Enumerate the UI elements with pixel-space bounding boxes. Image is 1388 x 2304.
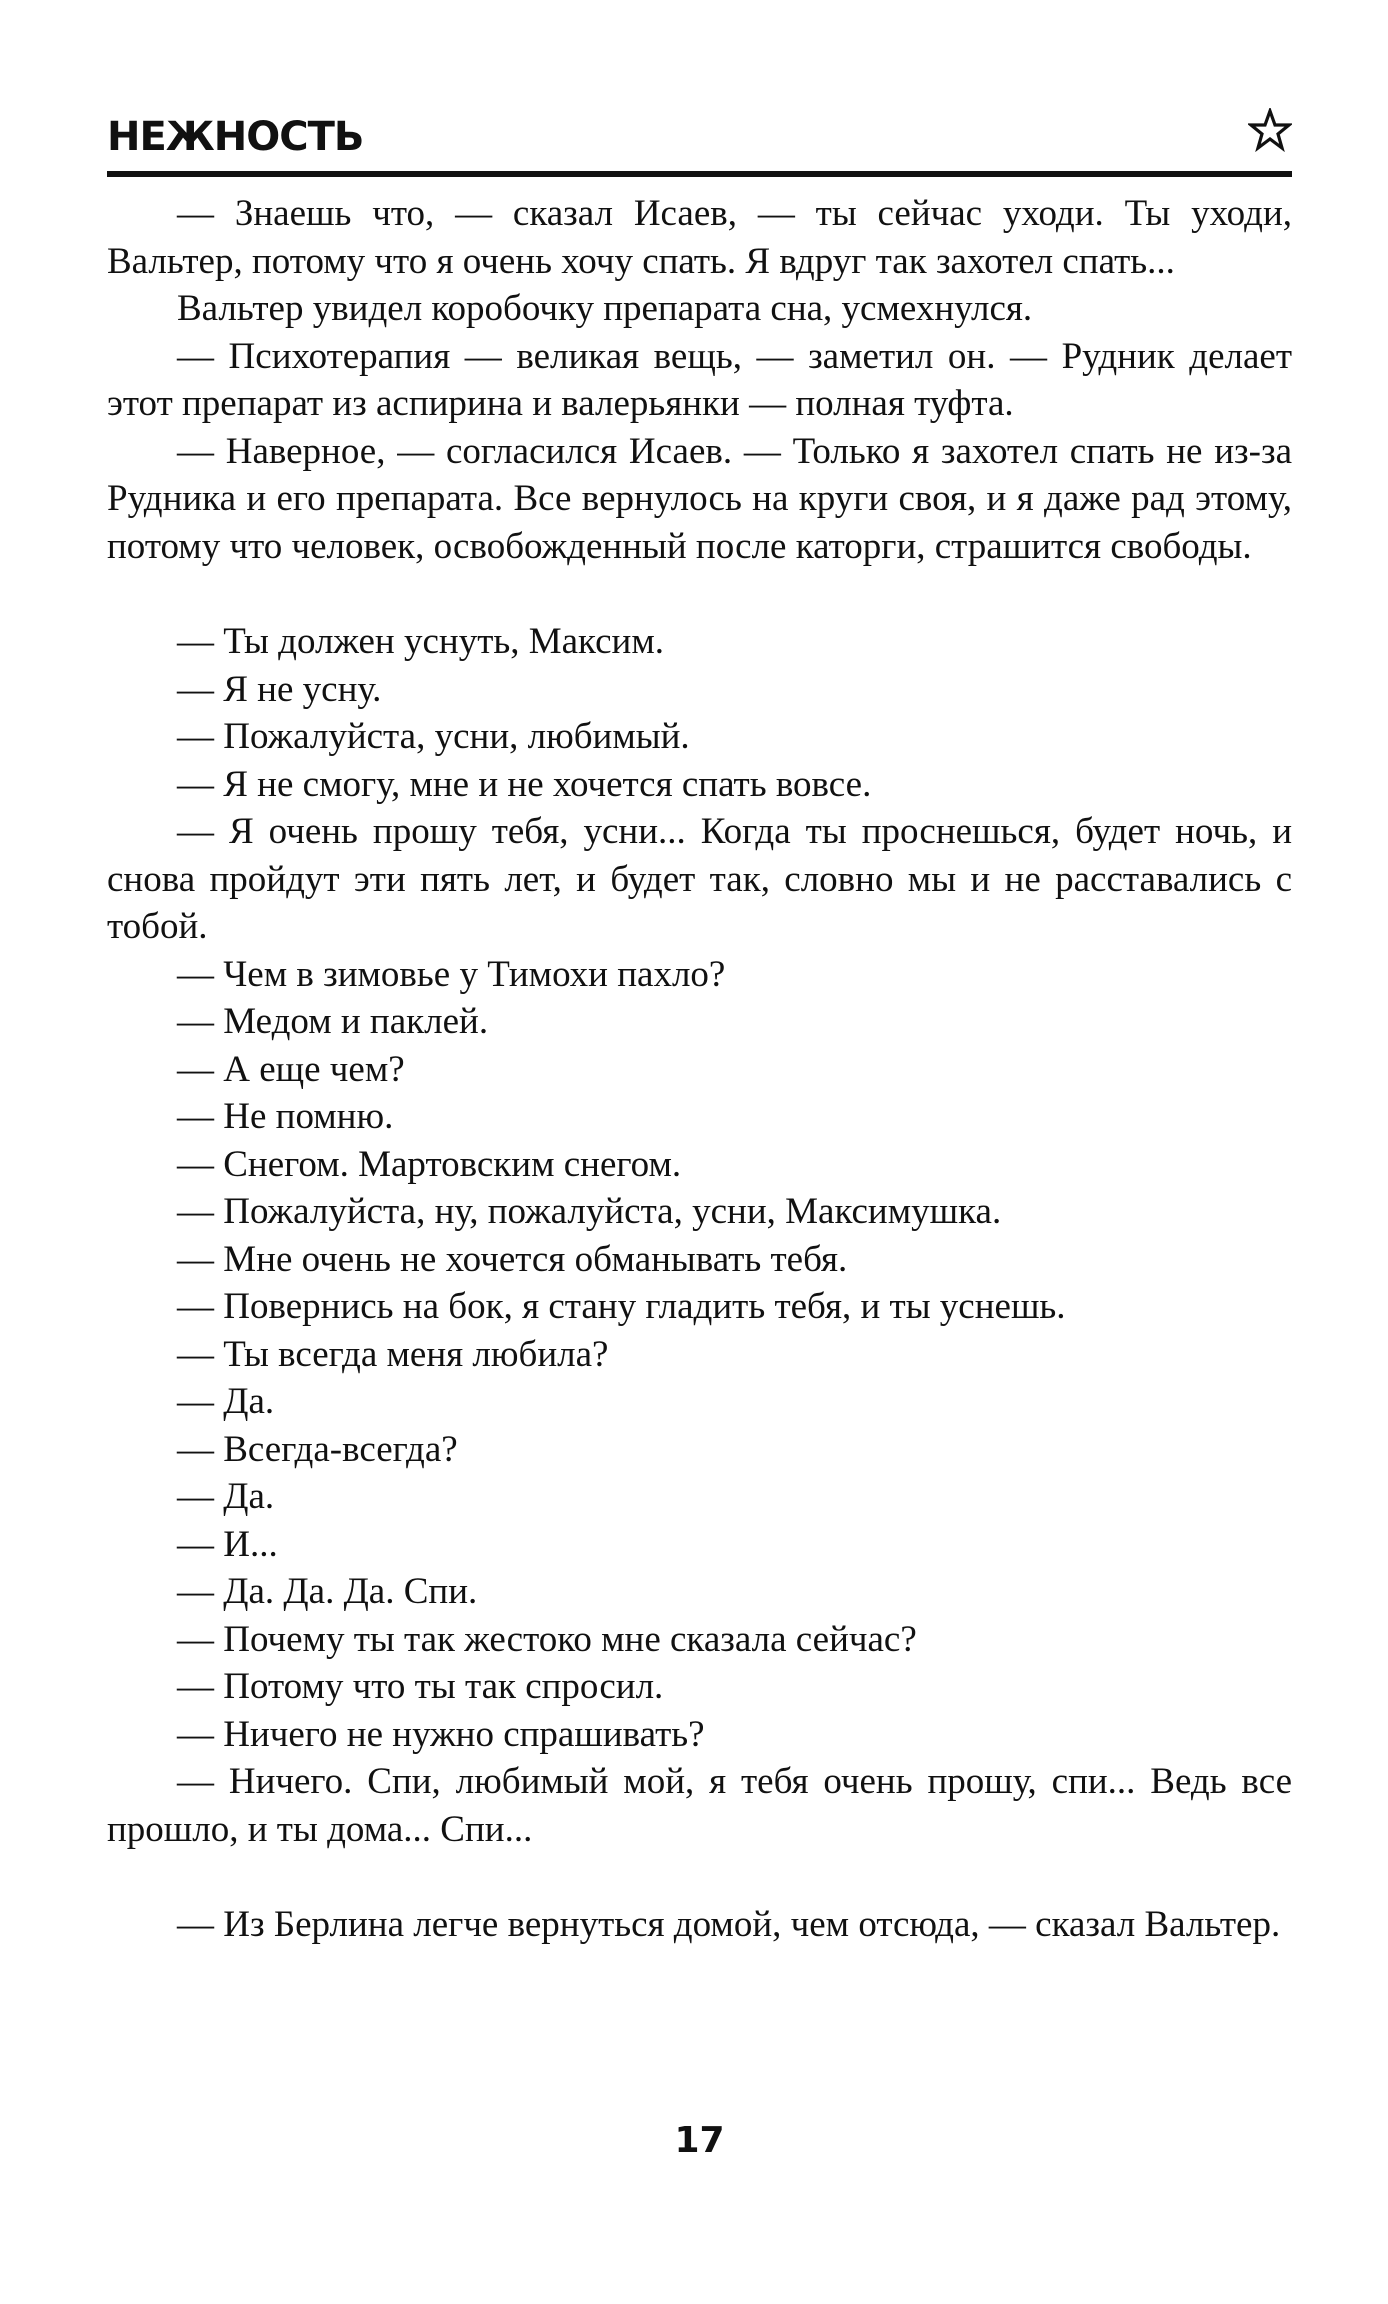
paragraph: — Пожалуйста, ну, пожалуйста, усни, Максимушка.	[177, 1191, 1002, 1232]
text-section-2	[107, 618, 1292, 1853]
paragraph: — Мне очень не хочется обманывать тебя.	[177, 1238, 848, 1280]
page-number: 17	[674, 2120, 725, 2161]
paragraph: — Чем в зимовье у Тимохи пахло?	[177, 953, 726, 995]
paragraph: — Ничего не нужно спрашивать?	[177, 1713, 705, 1755]
book-page	[107, 0, 1292, 2304]
paragraph: — Почему ты так жестоко мне сказала сейчас?	[177, 1618, 917, 1660]
header-rule	[107, 171, 1292, 177]
paragraph: — И...	[177, 1523, 278, 1565]
paragraph: — Я не смогу, мне и не хочется спать вовсе.	[177, 763, 872, 805]
paragraph: — Да.	[177, 1476, 275, 1517]
paragraph: — Наверное, — согласился Исаев. — Только я захотел спать не из-за Рудника и его препарата. Все вернулось на круги своя, и я даже рад этому, потому что человек, освобожденный после каторги, страшится свободы.	[107, 430, 1292, 567]
paragraph: — Снегом. Мартовским снегом.	[177, 1143, 682, 1185]
paragraph: — Повернись на бок, я стану гладить тебя, и ты уснешь.	[177, 1286, 1066, 1327]
star-outline-icon	[1248, 108, 1292, 152]
paragraph: — Ты всегда меня любила?	[177, 1333, 609, 1375]
paragraph: — Медом и паклей.	[177, 1001, 489, 1042]
paragraph: Вальтер увидел коробочку препарата сна, усмехнулся.	[177, 288, 1033, 329]
text-section-3	[107, 1901, 1292, 1949]
paragraph: — А еще чем?	[177, 1048, 405, 1090]
text-section-1	[107, 190, 1292, 570]
paragraph: — Ты должен уснуть, Максим.	[177, 621, 664, 662]
paragraph: — Пожалуйста, усни, любимый.	[177, 716, 690, 757]
paragraph: — Потому что ты так спросил.	[177, 1666, 664, 1707]
paragraph: — Да.	[177, 1381, 275, 1422]
paragraph: — Не помню.	[177, 1096, 394, 1137]
running-header	[107, 108, 1292, 168]
paragraph: — Ничего. Спи, любимый мой, я тебя очень прошу, спи... Ведь все прошло, и ты дома... Спи...	[107, 1761, 1292, 1850]
paragraph: — Из Берлина легче вернуться домой, чем отсюда, — сказал Вальтер.	[177, 1904, 1281, 1945]
section-gap	[107, 1853, 1292, 1901]
section-gap	[107, 570, 1292, 618]
paragraph: — Знаешь что, — сказал Исаев, — ты сейчас уходи. Ты уходи, Вальтер, потому что я очень хочу спать. Я вдруг так захотел спать...	[107, 193, 1292, 282]
paragraph: — Я не усну.	[177, 668, 382, 710]
paragraph: — Я очень прошу тебя, усни... Когда ты проснешься, будет ночь, и снова пройдут эти пять лет, и будет так, словно мы и не расставались с тобой.	[107, 811, 1292, 947]
body-text	[107, 190, 1292, 1949]
paragraph: — Всегда-всегда?	[177, 1428, 458, 1470]
running-title: НЕЖНОСТЬ	[107, 114, 364, 160]
paragraph: — Психотерапия — великая вещь, — заметил он. — Рудник делает этот препарат из аспирина и валерьянки — полная туфта.	[107, 335, 1292, 424]
paragraph: — Да. Да. Да. Спи.	[177, 1571, 478, 1612]
